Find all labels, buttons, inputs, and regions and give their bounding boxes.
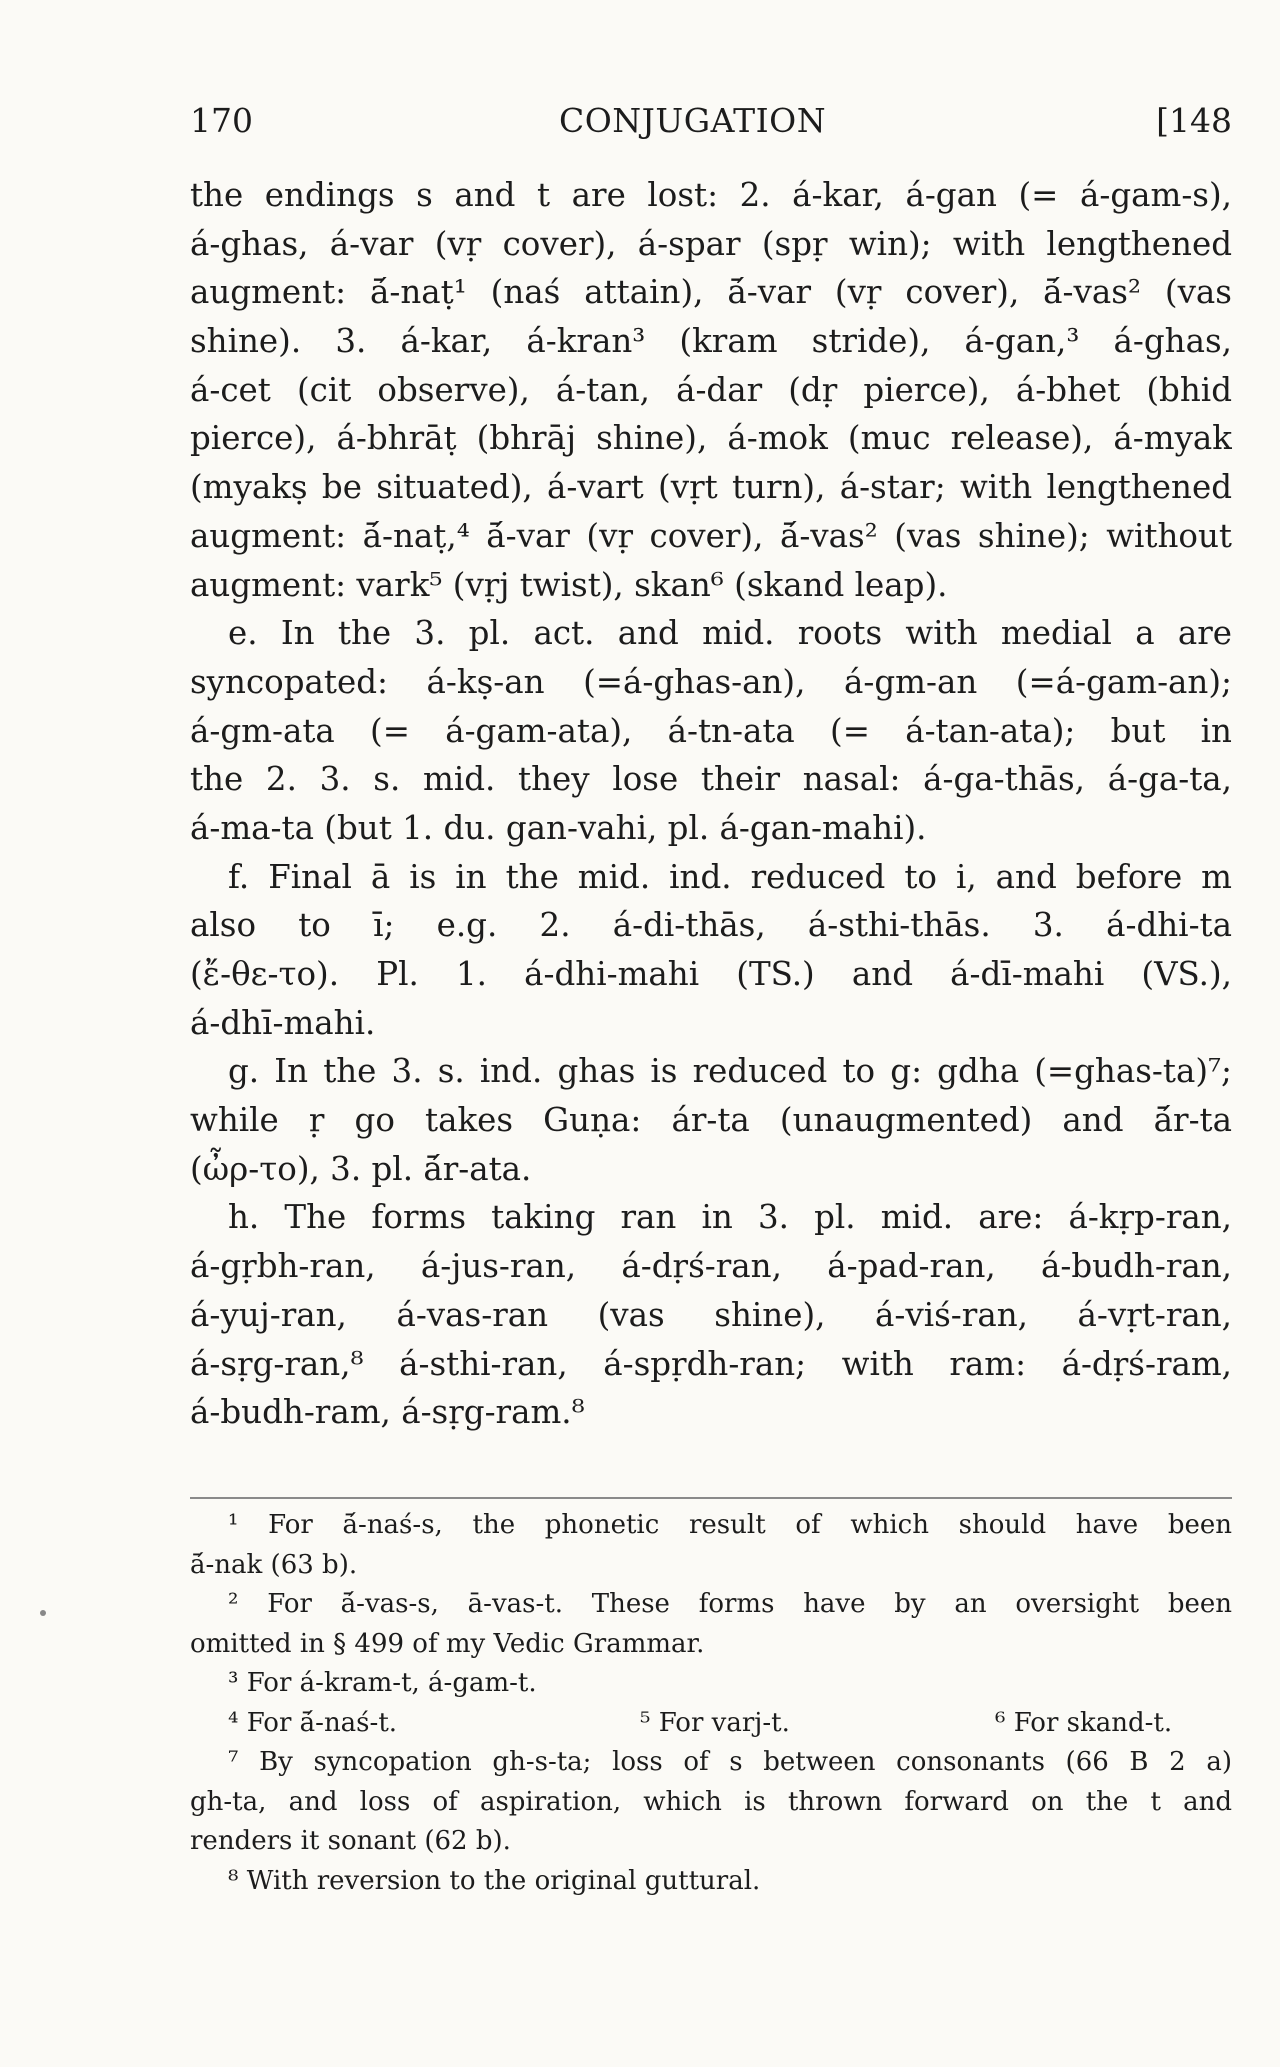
footnote-line: ⁸ With reversion to the original guttural. [228,1865,761,1896]
text-line: á-ghas, á-var (vṛ cover), á-spar (spṛ win); with lengthened [190,224,1232,263]
footnotes [190,1506,1232,1901]
paragraph-h-start: h. The forms taking ran in 3. pl. mid. are: á-kṛp-ran, [228,1198,1232,1237]
footnote-divider [190,1497,1232,1499]
text-line: (ἔ-θε-το). Pl. 1. á-dhi-mahi (TS.) and á-dī-mahi (VS.), [190,955,1232,993]
text-line: while ṛ go takes Guṇa: ár-ta (unaugmented) and ā́r-ta [190,1101,1232,1140]
text-line: á-ma-ta (but 1. du. gan-vahi, pl. á-gan-mahi). [190,808,927,847]
footnote-5: ⁵ For varj-t. [640,1707,790,1738]
footnote-line: ā́-nak (63 b). [190,1549,358,1580]
text-line: á-gm-ata (= á-gam-ata), á-tn-ata (= á-tan-ata); but in [190,711,1232,750]
main-text [190,171,1232,1437]
page-number: 170 [190,101,253,140]
text-line: augment: ā́-naṭ,⁴ ā́-var (vṛ cover), ā́-vas² (vas shine); without [190,516,1232,555]
text-line: á-sṛg-ran,⁸ á-sthi-ran, á-spṛdh-ran; with ram: á-dṛś-ram, [190,1344,1232,1383]
footnote-line: renders it sonant (62 b). [190,1826,511,1856]
page-header [190,96,1232,146]
footnote-line: ¹ For ā́-naś-s, the phonetic result of which should have been [228,1510,1232,1540]
footnote-4: ⁴ For ā́-naś-t. [228,1707,398,1738]
text-line: augment: vark⁵ (vṛj twist), skan⁶ (skand leap). [190,565,948,604]
text-line: pierce), á-bhrāṭ (bhrāj shine), á-mok (muc release), á-myak [190,419,1232,458]
paragraph-f-start: f. Final ā is in the mid. ind. reduced to i, and before m [228,857,1232,896]
text-line: á-budh-ram, á-sṛg-ram.⁸ [190,1393,585,1432]
text-line: á-gṛbh-ran, á-jus-ran, á-dṛś-ran, á-pad-ran, á-budh-ran, [190,1247,1232,1286]
text-line: augment: ā́-naṭ¹ (naś attain), ā́-var (vṛ cover), ā́-vas² (vas [190,273,1232,312]
text-line: (ὦρ-το), 3. pl. ā́r-ata. [190,1149,532,1188]
text-line: (myakṣ be situated), á-vart (vṛt turn), á-star; with lengthened [190,468,1232,507]
text-line: the endings s and t are lost: 2. á-kar, á-gan (= á-gam-s), [190,176,1232,214]
text-line: the 2. 3. s. mid. they lose their nasal: á-ga-thās, á-ga-ta, [190,760,1232,799]
footnote-line: gh-ta, and loss of aspiration, which is thrown forward on the t and [190,1786,1232,1817]
footnote-line: ² For ā́-vas-s, ā-vas-t. These forms have by an oversight been [228,1589,1232,1619]
paragraph-e-start: e. In the 3. pl. act. and mid. roots with medial a are [228,614,1232,653]
paragraph-g-start: g. In the 3. s. ind. ghas is reduced to g: gdha (=ghas-ta)⁷; [228,1052,1232,1091]
text-line: syncopated: á-kṣ-an (=á-ghas-an), á-gm-an (=á-gam-an); [190,662,1232,701]
running-title: CONJUGATION [559,101,827,140]
footnote-line: ³ For á-kram-t, á-gam-t. [228,1668,537,1698]
text-line: á-yuj-ran, á-vas-ran (vas shine), á-viś-ran, á-vṛt-ran, [190,1295,1232,1334]
footnote-6: ⁶ For skand-t. [995,1707,1173,1738]
text-line: also to ī; e.g. 2. á-di-thās, á-sthi-thās. 3. á-dhi-ta [190,906,1232,945]
footnote-line: ⁷ By syncopation gh-s-ta; loss of s between consonants (66 B 2 a) [228,1747,1232,1777]
text-line: shine). 3. á-kar, á-kran³ (kram stride), á-gan,³ á-ghas, [190,322,1232,361]
text-line: á-dhī-mahi. [190,1003,376,1042]
scan-speck [40,1610,46,1616]
footnote-row-4-5-6 [190,1704,1232,1744]
section-marker: [148 [1156,101,1232,140]
footnote-line: omitted in § 499 of my Vedic Grammar. [190,1628,705,1659]
text-line: á-cet (cit observe), á-tan, á-dar (dṛ pierce), á-bhet (bhid [190,370,1232,409]
